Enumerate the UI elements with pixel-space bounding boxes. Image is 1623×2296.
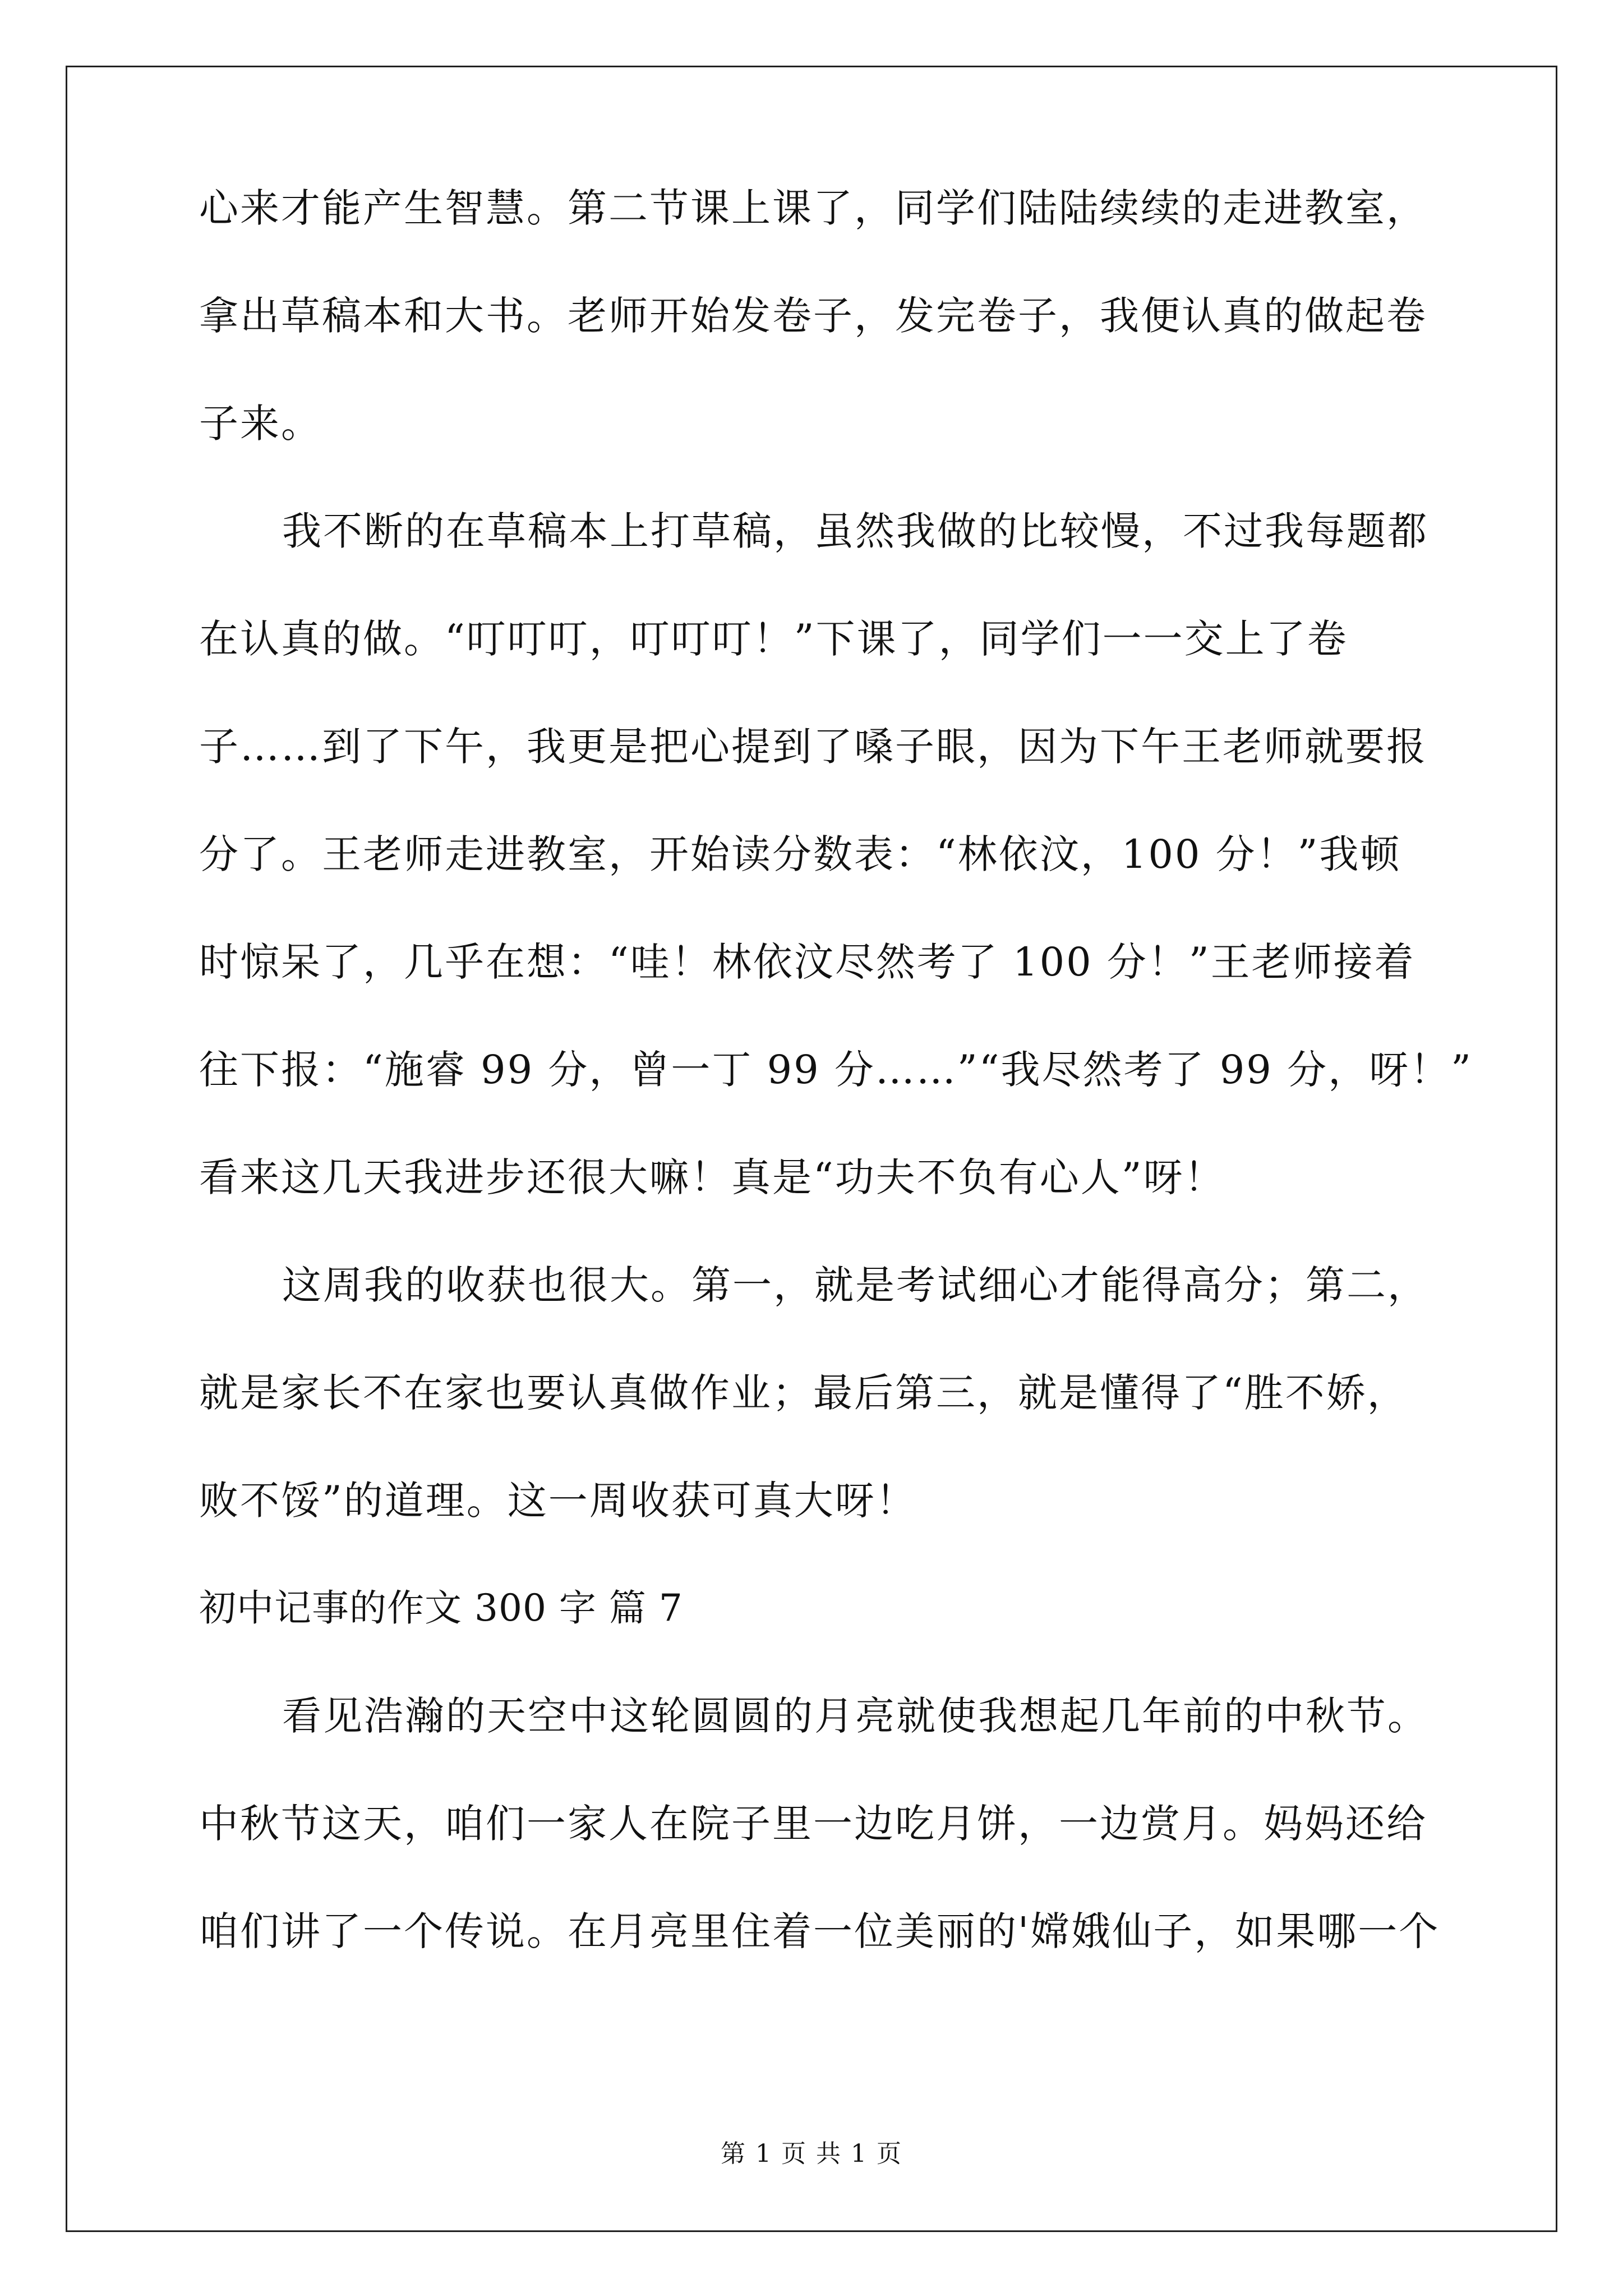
text-line: 败不馁”的道理。这一周收获可真大呀！ — [199, 1478, 917, 1524]
section-heading: 初中记事的作文 300 字 篇 7 — [199, 1586, 683, 1630]
text-line: 中秋节这天，咱们一家人在院子里一边吃月饼，一边赏月。妈妈还给 — [199, 1801, 1427, 1847]
text-line: 拿出草稿本和大书。老师开始发卷子，发完卷子，我便认真的做起卷 — [199, 293, 1427, 339]
paragraph-start-line: 我不断的在草稿本上打草稿，虽然我做的比较慢，不过我每题都 — [282, 508, 1428, 554]
text-line: 咱们讲了一个传说。在月亮里住着一位美丽的'嫦娥仙子，如果哪一个 — [199, 1908, 1440, 1954]
text-line: 子来。 — [199, 401, 322, 447]
text-line: 在认真的做。“叮叮叮，叮叮叮！”下课了，同学们一一交上了卷 — [199, 616, 1348, 662]
text-line: 时惊呆了，几乎在想：“哇！林依汶尽然考了 100 分！”王老师接着 — [199, 939, 1415, 985]
page-footer: 第 1 页 共 1 页 — [721, 2139, 902, 2168]
paragraph-start-line: 看见浩瀚的天空中这轮圆圆的月亮就使我想起几年前的中秋节。 — [282, 1693, 1428, 1739]
text-line: 心来才能产生智慧。第二节课上课了，同学们陆陆续续的走进教室， — [199, 185, 1427, 231]
text-line: 子……到了下午，我更是把心提到了嗓子眼，因为下午王老师就要报 — [199, 724, 1427, 770]
document-body — [199, 185, 1473, 2019]
text-line: 看来这几天我进步还很大嘛！真是“功夫不负有心人”呀！ — [199, 1154, 1225, 1200]
text-line: 分了。王老师走进教室，开始读分数表：“林依汶，100 分！”我顿 — [199, 831, 1401, 877]
text-line: 就是家长不在家也要认真做作业；最后第三，就是懂得了“胜不娇， — [199, 1370, 1408, 1416]
paragraph-start-line: 这周我的收获也很大。第一，就是考试细心才能得高分；第二， — [282, 1262, 1428, 1308]
text-line: 往下报：“施睿 99 分，曾一丁 99 分……”“我尽然考了 99 分，呀！” — [199, 1047, 1473, 1093]
